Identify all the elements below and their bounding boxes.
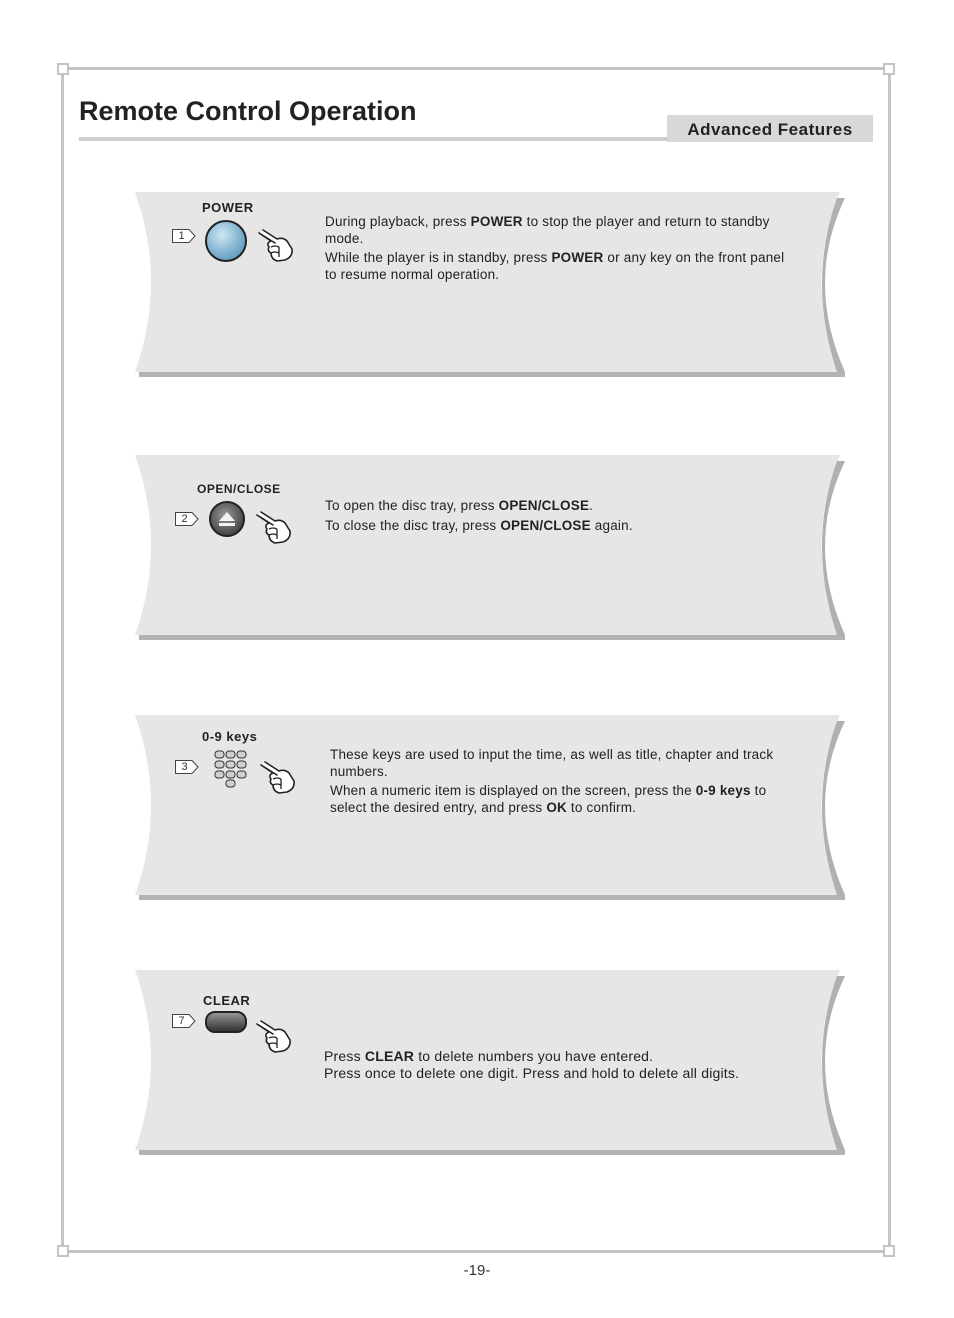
open-close-description <box>325 498 785 534</box>
page-number: -19- <box>463 1262 491 1279</box>
step-number: 7 <box>178 1015 185 1027</box>
power-description <box>325 214 785 283</box>
power-panel <box>135 192 845 378</box>
title-underline <box>79 137 667 141</box>
key-label: POWER <box>202 200 254 215</box>
frame-corner <box>883 63 895 75</box>
open-close-panel <box>135 455 845 641</box>
section-tag: Advanced Features <box>667 115 873 142</box>
description-line: While the player is in standby, press POWER or any key on the front panel to resume normal operation. <box>325 250 785 282</box>
frame-corner <box>57 63 69 75</box>
description-line: When a numeric item is displayed on the screen, press the 0-9 keys to select the desired entry, and press OK to confirm. <box>330 783 767 815</box>
pointing-hand-icon <box>257 227 295 263</box>
description-line: These keys are used to input the time, as well as title, chapter and track numbers. <box>330 747 774 779</box>
step-number: 1 <box>178 230 185 242</box>
description-line: During playback, press POWER to stop the player and return to standby mode. <box>325 214 770 246</box>
frame-corner <box>883 1245 895 1257</box>
description-line: Press CLEAR to delete numbers you have entered. <box>324 1048 654 1064</box>
numeric-keypad-icon <box>213 749 249 789</box>
description-line: To close the disc tray, press OPEN/CLOSE again. <box>325 517 633 533</box>
step-number: 2 <box>181 513 188 525</box>
pointing-hand-icon <box>255 509 293 545</box>
numeric-keys-panel <box>135 715 845 901</box>
description-line: Press once to delete one digit. Press and hold to delete all digits. <box>324 1065 740 1081</box>
description-line: To open the disc tray, press OPEN/CLOSE. <box>325 498 594 513</box>
pointing-hand-icon <box>255 1018 293 1054</box>
eject-button-icon <box>208 500 246 538</box>
clear-button-icon <box>204 1010 248 1034</box>
key-label: 0-9 keys <box>202 729 258 744</box>
power-button-icon <box>204 219 248 263</box>
key-label: CLEAR <box>203 993 251 1008</box>
pointing-hand-icon <box>259 759 297 795</box>
page-title: Remote Control Operation <box>79 96 417 126</box>
key-label: OPEN/CLOSE <box>197 482 281 496</box>
clear-panel <box>135 970 845 1156</box>
numeric-keys-description <box>330 747 795 816</box>
frame-corner <box>57 1245 69 1257</box>
step-number: 3 <box>181 761 188 773</box>
clear-description <box>324 1048 794 1082</box>
